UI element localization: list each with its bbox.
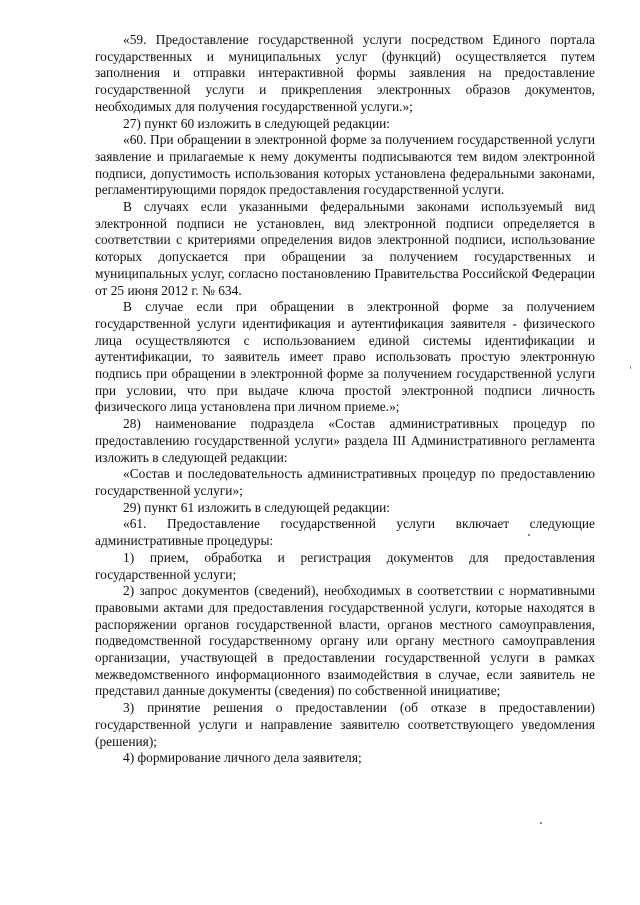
scan-speck: [528, 534, 530, 536]
paragraph-subsection-title: «Состав и последовательность административных процедур по предоставлению государственной услуги»;: [95, 466, 595, 498]
paragraph-signature-type: В случаях если указанными федеральными законами используемый вид электронной подписи не установлен, вид электронной подписи определяется в соответствии с критериями определения видов электронной подписи, использование которых допускается при обращении за получением государственных и муниципальных услуг, согласно постановлению Правительства Российской Федерации от 25 июня 2012 г. № 634.: [95, 199, 595, 298]
paragraph-item-61: «61. Предоставление государственной услуги включает следующие административные процедуры:: [95, 516, 595, 549]
list-item-procedure-3: 3) принятие решения о предоставлении (об отказе в предоставлении) государственной услуги и направление заявителю соответствующего уведомления (решения);: [95, 700, 595, 749]
list-item-procedure-2: 2) запрос документов (сведений), необходимых в соответствии с нормативными правовыми актами для предоставления государственной услуги, которые находятся в распоряжении органов государственной власти, органов местного самоуправления, подведомственной государственному органу или органу местного самоуправления организации, участвующей в предоставлении государственной услуги в рамках межведомственного информационного взаимодействия в случае, если заявитель не представил данные документы (сведения) по собственной инициативе;: [95, 583, 595, 699]
paragraph-amendment-27: 27) пункт 60 изложить в следующей редакции:: [123, 115, 391, 131]
paragraph-amendment-29: 29) пункт 61 изложить в следующей редакции:: [123, 499, 391, 515]
list-item-procedure-1: 1) прием, обработка и регистрация документов для предоставления государственной услуги;: [95, 549, 595, 582]
paragraph-item-60: «60. При обращении в электронной форме за получением государственной услуги заявление и прилагаемые к нему документы подписываются тем видом электронной подписи, допустимость использования которых установлена федеральными законами, регламентирующими порядок предоставления государственной услуги.: [95, 132, 595, 198]
paragraph-amendment-28: 28) наименование подраздела «Состав административных процедур по предоставлению государственной услуги» раздела III Административного регламента изложить в следующей редакции:: [95, 416, 595, 465]
paragraph-identification: В случае если при обращении в электронной форме за получением государственной услуги идентификация и аутентификация заявителя - физического лица осуществляются с использованием единой системы идентификации и аутентификации, то заявитель имеет право использовать простую электронную подпись при обращении в электронной форме за получением государственной услуги при условии, что при выдаче ключа простой электронной подписи личность физического лица установлена при личном приеме.»;: [95, 299, 595, 415]
paragraph-item-59: «59. Предоставление государственной услуги посредством Единого портала государственных и муниципальных услуг (функций) осуществляется путем заполнения и отправки интерактивной формы заявления на предоставление государственной услуги и прикрепления электронных образов документов, необходимых для получения государственной услуги.»;: [95, 32, 595, 114]
document-body: [95, 32, 595, 767]
list-item-procedure-4: 4) формирование личного дела заявителя;: [123, 750, 362, 766]
scan-speck: [540, 822, 542, 824]
scan-speck: [630, 366, 631, 369]
